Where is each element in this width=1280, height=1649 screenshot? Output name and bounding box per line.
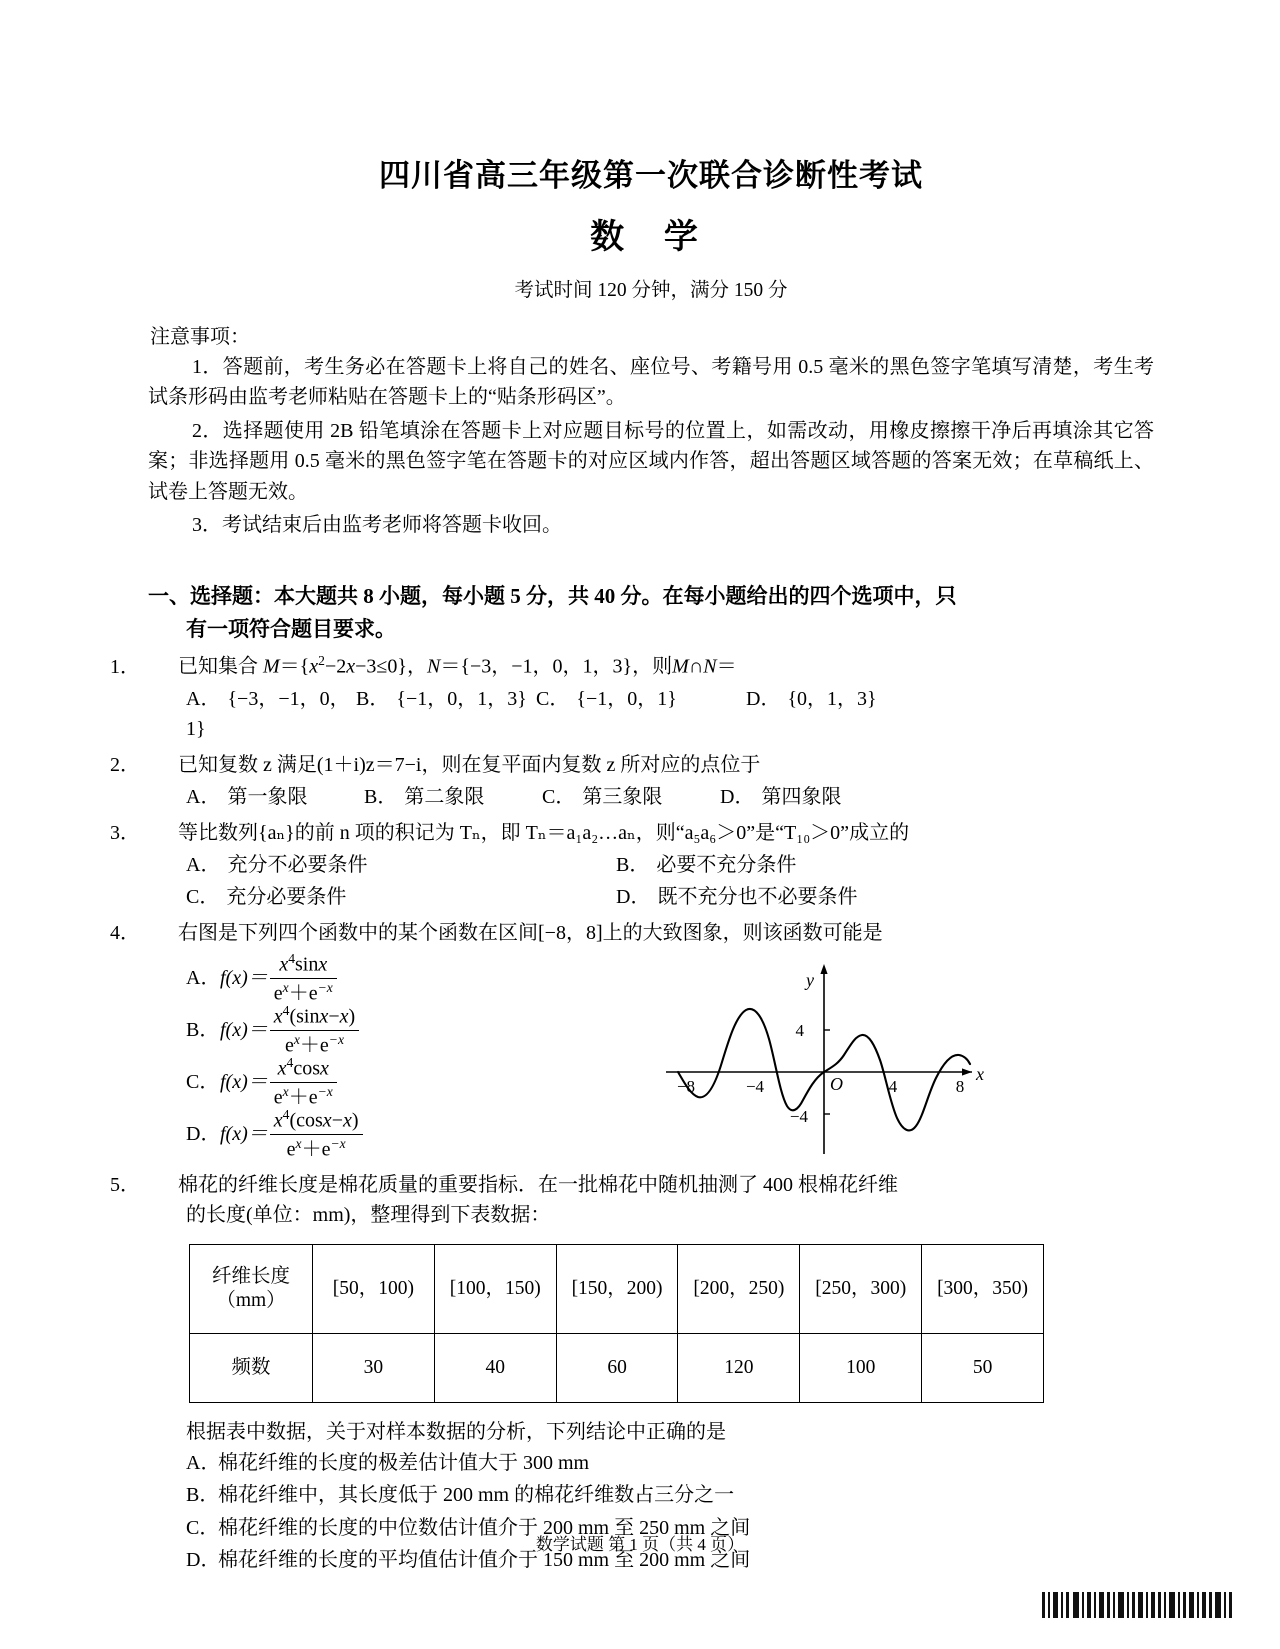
option-label: C． <box>186 1071 220 1094</box>
x-tick-label-neg4: −4 <box>745 1077 765 1097</box>
row-header-line2: （mm） <box>216 1290 286 1312</box>
option-label: C． <box>186 886 220 909</box>
page-title: 四川省高三年级第一次联合诊断性考试 <box>379 158 923 194</box>
option-fx: f(x)＝ <box>220 1123 268 1146</box>
option-text: 棉花纤维的长度的极差估计值大于 300 mm <box>218 1452 590 1475</box>
option-label: B． <box>186 1019 220 1042</box>
question-2-stem-text: 已知复数 z 满足(1＋i)z＝7−i，则在复平面内复数 z 所对应的点位于 <box>178 754 761 777</box>
table-row-header-length <box>190 1245 313 1334</box>
section-heading <box>148 580 1154 645</box>
question-2-option-d[interactable] <box>720 782 898 812</box>
question-4 <box>110 918 1154 1164</box>
fraction-denominator: $e^x+e^{-x}$ <box>273 1083 333 1109</box>
option-label: B． <box>356 688 390 711</box>
option-text: 第四象限 <box>761 786 842 809</box>
question-5-stem-line2: 的长度(单位：mm)，整理得到下表数据： <box>186 1204 551 1227</box>
option-text: 第三象限 <box>582 786 663 809</box>
option-fraction <box>270 1055 337 1110</box>
notice-item-1 <box>148 352 1154 413</box>
option-label: A． <box>186 688 221 711</box>
question-1-set-m: M <box>258 656 280 679</box>
option-label: C． <box>536 688 570 711</box>
question-3-option-c[interactable] <box>186 882 616 912</box>
question-4-graph <box>656 954 1154 1164</box>
page-content <box>110 0 1154 1577</box>
table-cell-frequency: 100 <box>800 1334 922 1403</box>
row-header-line1: 纤维长度 <box>211 1265 290 1287</box>
option-label: D． <box>720 786 755 809</box>
question-1-option-d[interactable] <box>746 684 924 744</box>
question-5-stem-line2-wrap <box>148 1200 1154 1230</box>
exam-info: 考试时间 120 分钟，满分 150 分 <box>514 280 788 301</box>
fraction-numerator: $x^4(\sin x-x)$ <box>270 1003 359 1031</box>
question-1-options <box>148 684 1154 744</box>
option-fx: f(x)＝ <box>220 1019 268 1042</box>
table-cell-interval: [150，200) <box>556 1245 678 1334</box>
question-4-stem-text: 右图是下列四个函数中的某个函数在区间[−8，8]上的大致图象，则该函数可能是 <box>178 922 883 945</box>
question-3-number: 3． <box>110 822 140 845</box>
table-cell-frequency: 50 <box>922 1334 1044 1403</box>
question-1-stem-pre: 已知集合 <box>178 656 258 679</box>
x-tick-label-neg8: −8 <box>676 1077 696 1097</box>
option-text: 必要不充分条件 <box>656 854 797 877</box>
question-1-option-c[interactable] <box>536 684 746 744</box>
table-cell-interval: [250，300) <box>800 1245 922 1334</box>
option-label: C． <box>186 1516 220 1539</box>
option-label: C． <box>542 786 576 809</box>
option-text: 第二象限 <box>404 786 485 809</box>
question-2-option-b[interactable] <box>364 782 542 812</box>
option-text: 棉花纤维的长度的平均值估计值介于 150 mm 至 200 mm 之间 <box>218 1549 751 1572</box>
option-text: {−3，−1，0，1} <box>186 688 350 741</box>
notices-heading: 注意事项： <box>150 326 250 348</box>
option-text: 第一象限 <box>227 786 308 809</box>
question-5-table-wrap <box>148 1244 1154 1403</box>
question-4-option-d[interactable] <box>186 1108 656 1160</box>
subject-title: 数 学 <box>590 217 712 257</box>
question-4-number: 4． <box>110 922 140 945</box>
question-2-stem <box>110 750 1154 780</box>
page-footer: 数学试题 第 1 页（共 4 页） <box>535 1535 745 1554</box>
fraction-denominator: $e^x+e^{-x}$ <box>273 979 333 1005</box>
section-heading-line2: 有一项符合题目要求。 <box>186 616 396 641</box>
table-row-intervals <box>190 1245 1044 1334</box>
option-text: 棉花纤维中，其长度低于 200 mm 的棉花纤维数占三分之一 <box>218 1484 735 1507</box>
fraction-numerator: $x^4(\cos x-x)$ <box>270 1107 363 1135</box>
y-axis-label: y <box>806 970 814 991</box>
question-3-option-b[interactable] <box>616 850 1046 880</box>
option-label: A． <box>186 854 221 877</box>
notice-item-3-text: 3．考试结束后由监考老师将答题卡收回。 <box>192 513 562 536</box>
option-text: 棉花纤维的长度的中位数估计值介于 200 mm 至 250 mm 之间 <box>218 1516 751 1539</box>
notice-item-2 <box>148 416 1154 507</box>
table-cell-frequency: 120 <box>678 1334 800 1403</box>
y-axis-arrow <box>820 964 827 974</box>
option-label: D． <box>746 688 781 711</box>
option-label: B． <box>616 854 650 877</box>
fraction-numerator: $x^4\cos x$ <box>270 1055 337 1083</box>
table-row-header-frequency: 频数 <box>190 1334 313 1403</box>
table-cell-interval: [300，350) <box>922 1245 1044 1334</box>
notice-item-2-text: 2．选择题使用 2B 铅笔填涂在答题卡上对应题目标号的位置上，如需改动，用橡皮擦擦干净后再填涂其它答案；非选择题用 0.5 毫米的黑色签字笔在答题卡的对应区域内作答，超出答题区域答题的答案无效；在草稿纸上、试卷上答题无效。 <box>148 419 1154 503</box>
question-5-stem <box>110 1170 1154 1200</box>
barcode-watermark <box>1042 1592 1232 1618</box>
question-1 <box>110 651 1154 744</box>
option-label: A． <box>186 1452 221 1475</box>
option-text: {−1，0，1，3} <box>396 688 527 711</box>
frequency-table <box>189 1244 1044 1403</box>
table-cell-frequency: 40 <box>434 1334 556 1403</box>
table-row-frequencies <box>190 1334 1044 1403</box>
question-5 <box>110 1170 1154 1577</box>
question-2-option-a[interactable] <box>186 782 364 812</box>
option-label: D． <box>186 1549 221 1572</box>
option-label: A． <box>186 967 221 990</box>
question-5-prompt: 根据表中数据，关于对样本数据的分析，下列结论中正确的是 <box>186 1421 726 1444</box>
section-heading-line1: 一、选择题：本大题共 8 小题，每小题 5 分，共 40 分。在每小题给出的四个选项中，只 <box>148 584 957 609</box>
question-4-stem <box>110 918 1154 948</box>
y-tick-label-4: 4 <box>795 1021 804 1041</box>
notice-item-3 <box>148 510 1154 540</box>
question-1-option-b[interactable] <box>356 684 536 744</box>
question-1-option-a[interactable] <box>186 684 356 744</box>
origin-label: O <box>830 1074 843 1095</box>
question-3-options-row1 <box>148 850 1154 880</box>
option-fx: f(x)＝ <box>220 1071 268 1094</box>
option-text: 充分不必要条件 <box>227 854 368 877</box>
question-1-stem: 1． 已知集合 $M=\{x^2-2x-3\le 0\}$，N＝{−3，−1，0，1，3}，则M∩N＝ <box>148 651 1154 682</box>
table-cell-interval: [50，100) <box>313 1245 435 1334</box>
option-label: B． <box>364 786 398 809</box>
option-label: A． <box>186 786 221 809</box>
question-3-option-d[interactable] <box>616 882 1046 912</box>
option-label: B． <box>186 1484 220 1507</box>
question-5-options <box>148 1447 1154 1577</box>
question-2-number: 2． <box>110 754 140 777</box>
option-fraction <box>270 951 337 1006</box>
function-plot-svg <box>656 954 986 1159</box>
option-fraction <box>270 1003 359 1058</box>
table-cell-frequency: 60 <box>556 1334 678 1403</box>
x-axis-label: x <box>976 1064 984 1085</box>
question-3-options-row2 <box>148 882 1154 912</box>
question-4-option-a[interactable] <box>186 952 656 1004</box>
question-2-option-c[interactable] <box>542 782 720 812</box>
question-1-set-n: N <box>427 656 441 679</box>
question-3-stem-text: 等比数列{aₙ}的前 n 项的积记为 Tₙ，即 Tₙ＝a₁a₂…aₙ，则“a₅a₆＞0”是“T₁₀＞0”成立的 <box>178 822 910 845</box>
question-2-options <box>148 782 1154 812</box>
option-text: {0，1，3} <box>787 688 877 711</box>
question-2 <box>110 750 1154 812</box>
question-5-stem-line1: 棉花的纤维长度是棉花质量的重要指标．在一批棉花中随机抽测了 400 根棉花纤维 <box>178 1174 898 1197</box>
option-fraction <box>270 1107 363 1162</box>
notice-item-1-text: 1．答题前，考生务必在答题卡上将自己的姓名、座位号、考籍号用 0.5 毫米的黑色签字笔填写清楚，考生考试条形码由监考老师粘贴在答题卡上的“贴条形码区”。 <box>148 356 1154 409</box>
question-4-body <box>148 952 1154 1164</box>
question-3-option-a[interactable] <box>186 850 616 880</box>
question-4-options <box>148 952 656 1164</box>
question-5-option-a[interactable] <box>186 1447 1154 1479</box>
question-1-number: 1． <box>110 656 140 679</box>
question-5-number: 5． <box>110 1174 140 1197</box>
x-tick-label-4: 4 <box>888 1077 898 1097</box>
table-cell-interval: [100，150) <box>434 1245 556 1334</box>
question-5-option-b[interactable] <box>186 1479 1154 1511</box>
question-5-prompt-wrap <box>148 1417 1154 1447</box>
option-text: 既不充分也不必要条件 <box>657 886 858 909</box>
table-cell-frequency: 30 <box>313 1334 435 1403</box>
question-3 <box>110 818 1154 912</box>
question-3-stem <box>110 818 1154 848</box>
option-label: D． <box>616 886 651 909</box>
fraction-denominator: $e^x+e^{-x}$ <box>286 1135 346 1161</box>
option-text: 充分必要条件 <box>226 886 347 909</box>
option-label: D． <box>186 1123 221 1146</box>
y-tick-label-neg4: −4 <box>789 1107 808 1127</box>
table-cell-interval: [200，250) <box>678 1245 800 1334</box>
option-fx: f(x)＝ <box>220 967 268 990</box>
option-text: {−1，0，1} <box>576 688 677 711</box>
question-4-option-c[interactable] <box>186 1056 656 1108</box>
fraction-denominator: $e^x+e^{-x}$ <box>284 1031 344 1057</box>
fraction-numerator: $x^4\sin x$ <box>270 951 337 979</box>
x-tick-label-8: 8 <box>955 1077 965 1097</box>
x-axis-arrow <box>962 1068 972 1075</box>
question-4-option-b[interactable] <box>186 1004 656 1056</box>
